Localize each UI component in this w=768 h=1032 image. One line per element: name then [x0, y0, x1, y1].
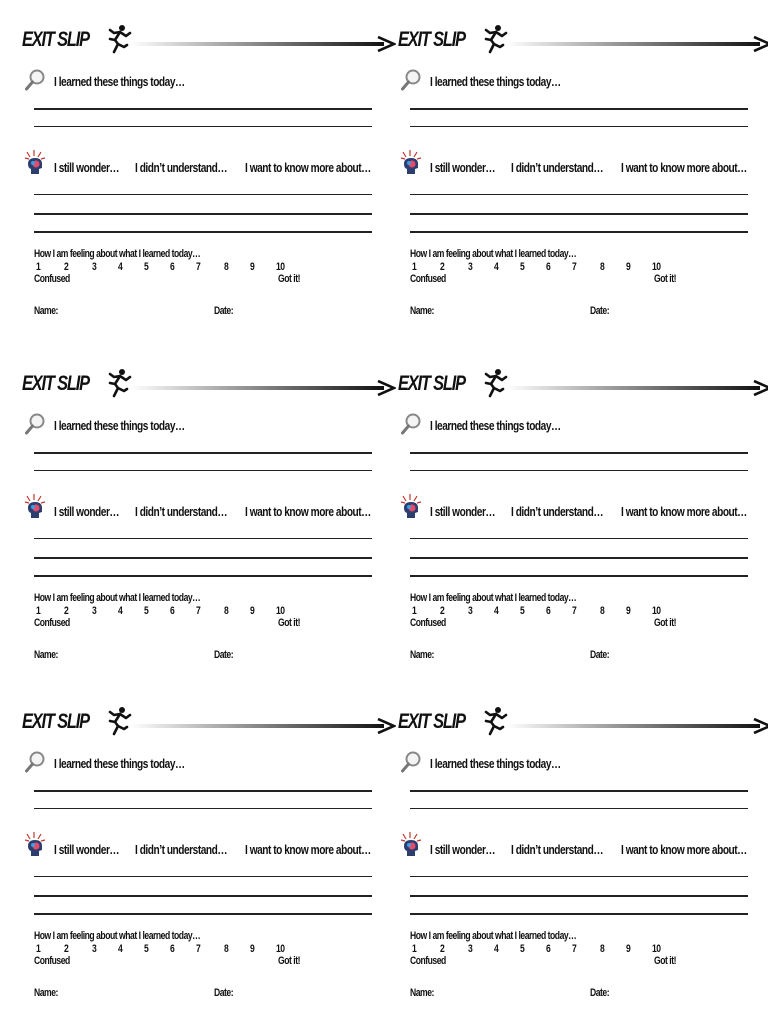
exit-slip — [398, 364, 768, 694]
slip-title: EXIT SLIP — [22, 28, 89, 51]
thinking-head-icon — [24, 832, 46, 860]
scale-number[interactable]: 6 — [546, 605, 551, 617]
scale-number[interactable]: 3 — [468, 261, 473, 273]
scale-number[interactable]: 5 — [144, 605, 149, 617]
scale-number[interactable]: 9 — [626, 943, 631, 955]
answer-line[interactable] — [34, 575, 372, 577]
scale-high-label: Got it! — [278, 273, 300, 285]
wonder-prompt: I still wonder… — [430, 160, 496, 175]
understand-prompt: I didn’t understand… — [511, 842, 604, 857]
scale-number[interactable]: 5 — [520, 943, 525, 955]
answer-line[interactable] — [410, 108, 748, 110]
learned-prompt: I learned these things today… — [54, 418, 185, 433]
magnifier-icon — [24, 68, 46, 92]
slip-title: EXIT SLIP — [22, 372, 89, 395]
answer-line[interactable] — [34, 876, 372, 877]
scale-high-label: Got it! — [654, 955, 676, 967]
wonder-prompt: I still wonder… — [54, 160, 120, 175]
answer-line[interactable] — [34, 913, 372, 915]
slip-title: EXIT SLIP — [398, 372, 465, 395]
scale-number[interactable]: 6 — [170, 943, 175, 955]
understand-prompt: I didn’t understand… — [135, 160, 228, 175]
answer-line[interactable] — [410, 538, 748, 539]
scale-number[interactable]: 6 — [546, 261, 551, 273]
scale-number[interactable]: 4 — [494, 605, 499, 617]
learned-prompt: I learned these things today… — [430, 756, 561, 771]
thinking-head-icon — [400, 494, 422, 522]
answer-line[interactable] — [34, 538, 372, 539]
magnifier-icon — [400, 68, 422, 92]
name-label[interactable]: Name: — [34, 987, 58, 999]
scale-number[interactable]: 5 — [520, 261, 525, 273]
date-label[interactable]: Date: — [214, 987, 234, 999]
slip-header — [22, 20, 394, 60]
scale-number[interactable]: 10 — [276, 605, 285, 617]
arrow-icon — [130, 36, 396, 52]
answer-line[interactable] — [410, 808, 748, 809]
wonder-prompt: I still wonder… — [430, 504, 496, 519]
feeling-prompt: How I am feeling about what I learned today… — [34, 248, 201, 260]
scale-number[interactable]: 9 — [626, 605, 631, 617]
scale-number[interactable]: 5 — [520, 605, 525, 617]
name-label[interactable]: Name: — [410, 305, 434, 317]
learned-prompt: I learned these things today… — [430, 74, 561, 89]
answer-line[interactable] — [410, 231, 748, 233]
answer-line[interactable] — [410, 895, 748, 897]
wonder-prompt: I still wonder… — [430, 842, 496, 857]
exit-slip — [398, 20, 768, 350]
thinking-head-icon — [24, 494, 46, 522]
name-label[interactable]: Name: — [34, 649, 58, 661]
learned-prompt: I learned these things today… — [54, 74, 185, 89]
date-label[interactable]: Date: — [214, 305, 234, 317]
scale-number[interactable]: 2 — [440, 261, 445, 273]
answer-line[interactable] — [34, 231, 372, 233]
know-more-prompt: I want to know more about… — [621, 504, 747, 519]
arrow-icon — [506, 718, 768, 734]
date-label[interactable]: Date: — [590, 987, 610, 999]
magnifier-icon — [400, 412, 422, 436]
answer-line[interactable] — [34, 808, 372, 809]
slip-title: EXIT SLIP — [398, 710, 465, 733]
slip-header — [22, 364, 394, 404]
name-label[interactable]: Name: — [410, 649, 434, 661]
scale-number[interactable]: 9 — [250, 261, 255, 273]
runner-icon — [478, 706, 508, 736]
scale-number[interactable]: 8 — [600, 261, 605, 273]
answer-line[interactable] — [34, 213, 372, 215]
scale-number[interactable]: 10 — [652, 605, 661, 617]
know-more-prompt: I want to know more about… — [245, 160, 371, 175]
scale-number[interactable]: 8 — [600, 943, 605, 955]
thinking-head-icon — [400, 832, 422, 860]
scale-number[interactable]: 5 — [144, 943, 149, 955]
scale-number[interactable]: 9 — [250, 605, 255, 617]
answer-line[interactable] — [34, 126, 372, 127]
scale-number[interactable]: 10 — [652, 943, 661, 955]
arrow-icon — [130, 718, 396, 734]
runner-icon — [478, 368, 508, 398]
answer-line[interactable] — [410, 213, 748, 215]
scale-number[interactable]: 10 — [276, 943, 285, 955]
scale-low-label: Confused — [34, 273, 70, 285]
feeling-prompt: How I am feeling about what I learned today… — [410, 592, 577, 604]
answer-line[interactable] — [410, 126, 748, 127]
scale-number[interactable]: 4 — [494, 261, 499, 273]
scale-number[interactable]: 2 — [64, 261, 69, 273]
answer-line[interactable] — [410, 575, 748, 577]
scale-number[interactable]: 5 — [144, 261, 149, 273]
scale-number[interactable]: 4 — [118, 605, 123, 617]
date-label[interactable]: Date: — [590, 305, 610, 317]
feeling-prompt: How I am feeling about what I learned today… — [34, 930, 201, 942]
answer-line[interactable] — [410, 913, 748, 915]
scale-number[interactable]: 1 — [36, 943, 41, 955]
wonder-prompt: I still wonder… — [54, 842, 120, 857]
answer-line[interactable] — [410, 790, 748, 792]
scale-number[interactable]: 8 — [224, 943, 229, 955]
scale-number[interactable]: 7 — [196, 605, 201, 617]
scale-number[interactable]: 9 — [626, 261, 631, 273]
scale-high-label: Got it! — [278, 617, 300, 629]
scale-high-label: Got it! — [278, 955, 300, 967]
scale-number[interactable]: 3 — [92, 943, 97, 955]
scale-number[interactable]: 2 — [64, 605, 69, 617]
arrow-icon — [130, 380, 396, 396]
magnifier-icon — [24, 750, 46, 774]
know-more-prompt: I want to know more about… — [245, 504, 371, 519]
runner-icon — [478, 24, 508, 54]
thinking-head-icon — [400, 150, 422, 178]
answer-line[interactable] — [34, 557, 372, 559]
answer-line[interactable] — [34, 470, 372, 471]
scale-number[interactable]: 1 — [412, 261, 417, 273]
arrow-icon — [506, 36, 768, 52]
answer-line[interactable] — [34, 895, 372, 897]
scale-number[interactable]: 10 — [276, 261, 285, 273]
understand-prompt: I didn’t understand… — [511, 504, 604, 519]
scale-number[interactable]: 2 — [440, 943, 445, 955]
slip-title: EXIT SLIP — [22, 710, 89, 733]
scale-number[interactable]: 2 — [64, 943, 69, 955]
scale-number[interactable]: 1 — [412, 943, 417, 955]
exit-slip — [22, 20, 394, 350]
scale-high-label: Got it! — [654, 617, 676, 629]
slip-header — [398, 702, 768, 742]
scale-number[interactable]: 1 — [36, 605, 41, 617]
scale-number[interactable]: 6 — [170, 605, 175, 617]
scale-number[interactable]: 6 — [170, 261, 175, 273]
feeling-prompt: How I am feeling about what I learned today… — [410, 248, 577, 260]
feeling-prompt: How I am feeling about what I learned today… — [410, 930, 577, 942]
name-label[interactable]: Name: — [410, 987, 434, 999]
answer-line[interactable] — [410, 470, 748, 471]
slip-header — [398, 364, 768, 404]
scale-number[interactable]: 3 — [92, 261, 97, 273]
scale-number[interactable]: 7 — [196, 261, 201, 273]
answer-line[interactable] — [34, 790, 372, 792]
wonder-prompt: I still wonder… — [54, 504, 120, 519]
thinking-head-icon — [24, 150, 46, 178]
scale-number[interactable]: 7 — [572, 261, 577, 273]
magnifier-icon — [400, 750, 422, 774]
scale-number[interactable]: 4 — [494, 943, 499, 955]
scale-number[interactable]: 7 — [196, 943, 201, 955]
scale-number[interactable]: 10 — [652, 261, 661, 273]
arrow-icon — [506, 380, 768, 396]
know-more-prompt: I want to know more about… — [245, 842, 371, 857]
answer-line[interactable] — [410, 452, 748, 454]
magnifier-icon — [24, 412, 46, 436]
scale-low-label: Confused — [410, 955, 446, 967]
name-label[interactable]: Name: — [34, 305, 58, 317]
know-more-prompt: I want to know more about… — [621, 842, 747, 857]
scale-number[interactable]: 1 — [412, 605, 417, 617]
answer-line[interactable] — [410, 194, 748, 195]
scale-number[interactable]: 7 — [572, 943, 577, 955]
exit-slip — [22, 702, 394, 1032]
date-label[interactable]: Date: — [590, 649, 610, 661]
scale-high-label: Got it! — [654, 273, 676, 285]
learned-prompt: I learned these things today… — [430, 418, 561, 433]
scale-number[interactable]: 9 — [250, 943, 255, 955]
runner-icon — [102, 24, 132, 54]
runner-icon — [102, 368, 132, 398]
answer-line[interactable] — [34, 452, 372, 454]
scale-number[interactable]: 8 — [224, 605, 229, 617]
scale-low-label: Confused — [410, 273, 446, 285]
scale-low-label: Confused — [34, 955, 70, 967]
know-more-prompt: I want to know more about… — [621, 160, 747, 175]
slip-title: EXIT SLIP — [398, 28, 465, 51]
answer-line[interactable] — [34, 194, 372, 195]
runner-icon — [102, 706, 132, 736]
exit-slip — [398, 702, 768, 1032]
learned-prompt: I learned these things today… — [54, 756, 185, 771]
scale-number[interactable]: 4 — [118, 261, 123, 273]
scale-number[interactable]: 3 — [468, 943, 473, 955]
scale-number[interactable]: 3 — [468, 605, 473, 617]
scale-number[interactable]: 3 — [92, 605, 97, 617]
scale-low-label: Confused — [34, 617, 70, 629]
slip-header — [22, 702, 394, 742]
scale-number[interactable]: 4 — [118, 943, 123, 955]
scale-number[interactable]: 2 — [440, 605, 445, 617]
scale-number[interactable]: 6 — [546, 943, 551, 955]
answer-line[interactable] — [410, 557, 748, 559]
understand-prompt: I didn’t understand… — [511, 160, 604, 175]
exit-slip — [22, 364, 394, 694]
scale-number[interactable]: 8 — [224, 261, 229, 273]
understand-prompt: I didn’t understand… — [135, 504, 228, 519]
date-label[interactable]: Date: — [214, 649, 234, 661]
scale-number[interactable]: 8 — [600, 605, 605, 617]
slip-header — [398, 20, 768, 60]
scale-number[interactable]: 7 — [572, 605, 577, 617]
scale-low-label: Confused — [410, 617, 446, 629]
answer-line[interactable] — [410, 876, 748, 877]
feeling-prompt: How I am feeling about what I learned today… — [34, 592, 201, 604]
scale-number[interactable]: 1 — [36, 261, 41, 273]
answer-line[interactable] — [34, 108, 372, 110]
understand-prompt: I didn’t understand… — [135, 842, 228, 857]
